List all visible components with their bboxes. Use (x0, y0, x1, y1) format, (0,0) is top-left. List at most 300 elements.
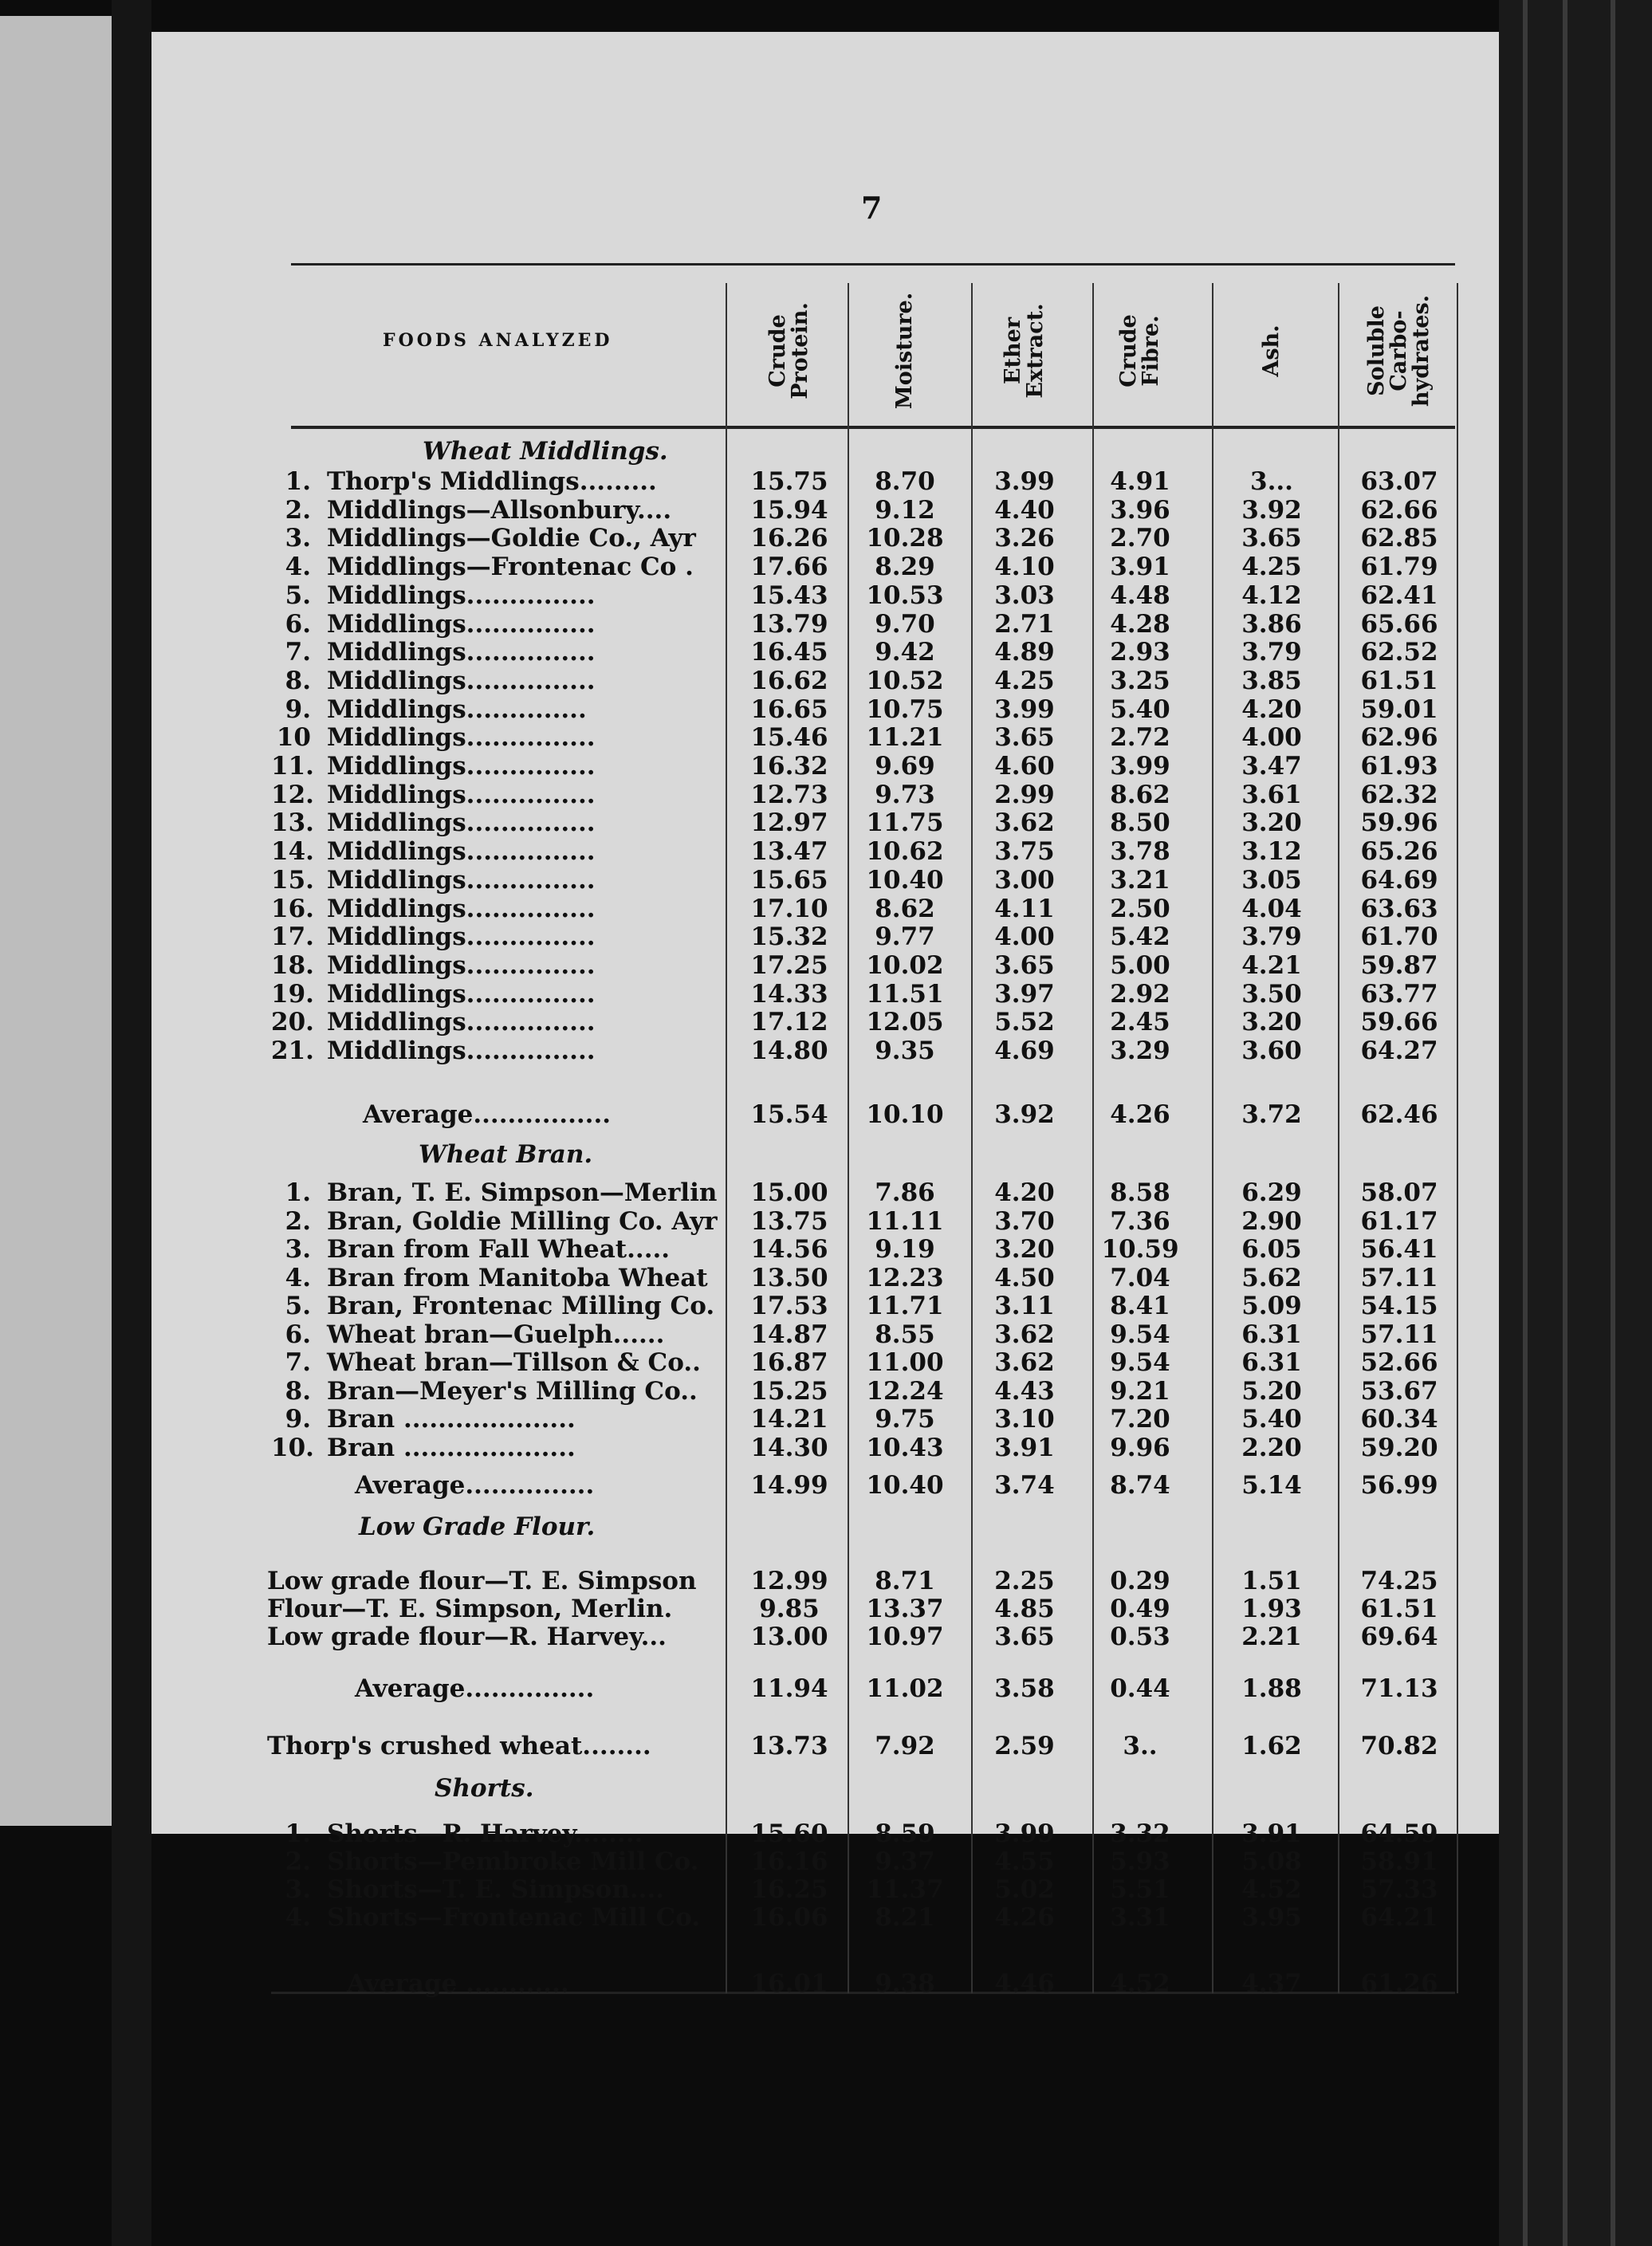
cell-ether-extract: 3.03 (994, 581, 1055, 610)
column-header-text: Crude Protein. (765, 302, 812, 399)
cell-moisture: 10.62 (866, 837, 944, 866)
cell-crude-protein: 15.43 (750, 581, 828, 610)
cell-crude-fibre: 10.59 (1101, 1235, 1179, 1264)
cell-moisture: 11.37 (866, 1875, 944, 1904)
cell-crude-fibre: 5.00 (1110, 951, 1170, 980)
row-number: 2. (285, 1847, 311, 1876)
food-name: Middlings............... (327, 781, 596, 809)
cell-ether-extract: 4.25 (994, 667, 1055, 695)
cell-ether-extract: 4.46 (994, 1969, 1055, 1998)
average-label: Average............... (355, 1674, 595, 1703)
cell-ash: 2.21 (1241, 1623, 1302, 1651)
cell-moisture: 11.02 (866, 1674, 944, 1703)
cell-crude-fibre: 9.96 (1110, 1434, 1170, 1462)
cell-ether-extract: 3.62 (994, 1348, 1055, 1377)
cell-ether-extract: 4.69 (994, 1036, 1055, 1065)
cell-moisture: 11.00 (866, 1348, 944, 1377)
cell-crude-fibre: 4.52 (1110, 1969, 1170, 1998)
cell-crude-fibre: 9.54 (1110, 1320, 1170, 1349)
cell-ether-extract: 3.92 (994, 1100, 1055, 1129)
cell-soluble-carbohydrates: 71.13 (1360, 1674, 1438, 1703)
cell-crude-protein: 16.45 (750, 638, 828, 667)
cell-soluble-carbohydrates: 53.67 (1360, 1377, 1438, 1406)
food-name: Middlings............... (327, 610, 596, 639)
row-number: 2. (285, 496, 311, 525)
cell-soluble-carbohydrates: 56.99 (1360, 1471, 1438, 1500)
cell-soluble-carbohydrates: 57.11 (1360, 1264, 1438, 1292)
cell-moisture: 9.38 (875, 1969, 935, 1998)
section-title: Shorts. (435, 1774, 534, 1803)
cell-crude-protein: 15.32 (750, 922, 828, 951)
cell-ash: 3.79 (1241, 638, 1302, 667)
column-header-crude-fibre (1104, 279, 1176, 423)
cell-ether-extract: 2.99 (994, 781, 1055, 809)
cell-moisture: 9.70 (875, 610, 935, 639)
food-name: Middlings—Allsonbury.... (327, 496, 672, 525)
cell-crude-fibre: 3.96 (1110, 496, 1170, 525)
cell-soluble-carbohydrates: 52.66 (1360, 1348, 1438, 1377)
cell-ether-extract: 3.00 (994, 866, 1055, 895)
cell-ash: 5.20 (1241, 1377, 1302, 1406)
cell-moisture: 8.70 (875, 467, 935, 496)
cell-ash: 3.60 (1241, 1036, 1302, 1065)
row-number: 9. (285, 695, 311, 724)
cell-moisture: 8.59 (875, 1819, 935, 1848)
row-number: 5. (285, 581, 311, 610)
row-number: 4. (285, 553, 311, 581)
cell-moisture: 7.92 (875, 1732, 935, 1760)
column-header-text: Soluble Carbo- hydrates. (1364, 294, 1434, 407)
section-title: Wheat Middlings. (423, 437, 668, 466)
food-name: Middlings............... (327, 980, 596, 1009)
row-number: 8. (285, 667, 311, 695)
cell-ether-extract: 4.43 (994, 1377, 1055, 1406)
cell-crude-fibre: 5.51 (1110, 1875, 1170, 1904)
cell-crude-fibre: 0.53 (1110, 1623, 1170, 1651)
cell-moisture: 13.37 (866, 1595, 944, 1623)
cell-moisture: 11.71 (866, 1292, 944, 1320)
row-number: 6. (285, 1320, 311, 1349)
food-name: Bran, T. E. Simpson—Merlin (327, 1178, 718, 1207)
food-name: Shorts—R. Harvey........ (327, 1819, 643, 1848)
cell-crude-fibre: 3.29 (1110, 1036, 1170, 1065)
cell-crude-fibre: 4.48 (1110, 581, 1170, 610)
cell-crude-fibre: 9.21 (1110, 1377, 1170, 1406)
row-number: 12. (271, 781, 314, 809)
cell-crude-fibre: 2.50 (1110, 895, 1170, 923)
food-name: Middlings............... (327, 808, 596, 837)
cell-soluble-carbohydrates: 62.96 (1360, 723, 1438, 752)
food-name: Middlings............... (327, 895, 596, 923)
cell-moisture: 9.37 (875, 1847, 935, 1876)
cell-moisture: 8.71 (875, 1567, 935, 1595)
food-name: Middlings............... (327, 723, 596, 752)
page-gutter (112, 0, 151, 2246)
cell-soluble-carbohydrates: 61.51 (1360, 1595, 1438, 1623)
cell-ash: 4.04 (1241, 895, 1302, 923)
food-name: Bran, Frontenac Milling Co. (327, 1292, 715, 1320)
cell-crude-protein: 16.87 (750, 1348, 828, 1377)
food-name: Middlings............... (327, 667, 596, 695)
cell-crude-protein: 14.33 (750, 980, 828, 1009)
cell-crude-protein: 17.10 (750, 895, 828, 923)
cell-ether-extract: 2.71 (994, 610, 1055, 639)
cell-crude-fibre: 2.72 (1110, 723, 1170, 752)
cell-ash: 3.86 (1241, 610, 1302, 639)
cell-ash: 3.12 (1241, 837, 1302, 866)
cell-ether-extract: 3.75 (994, 837, 1055, 866)
row-number: 3. (285, 1875, 311, 1904)
column-header-crude-protein (753, 279, 825, 423)
food-name: Middlings.............. (327, 695, 587, 724)
cell-ether-extract: 3.99 (994, 695, 1055, 724)
cell-soluble-carbohydrates: 74.25 (1360, 1567, 1438, 1595)
cell-ash: 5.08 (1241, 1847, 1302, 1876)
cell-soluble-carbohydrates: 65.66 (1360, 610, 1438, 639)
cell-ash: 2.90 (1241, 1207, 1302, 1236)
cell-moisture: 10.40 (866, 1471, 944, 1500)
row-number: 18. (271, 951, 314, 980)
cell-ether-extract: 3.58 (994, 1674, 1055, 1703)
cell-moisture: 9.19 (875, 1235, 935, 1264)
cell-ash: 3.20 (1241, 808, 1302, 837)
cell-ash: 3.72 (1241, 1100, 1302, 1129)
cell-ash: 6.29 (1241, 1178, 1302, 1207)
cell-moisture: 9.75 (875, 1405, 935, 1434)
cell-crude-protein: 14.80 (750, 1036, 828, 1065)
cell-ash: 4.25 (1241, 553, 1302, 581)
cell-moisture: 11.21 (866, 723, 944, 752)
cell-crude-fibre: 7.36 (1110, 1207, 1170, 1236)
cell-crude-fibre: 3.. (1123, 1732, 1158, 1760)
food-name: Low grade flour—T. E. Simpson (267, 1567, 697, 1595)
cell-ash: 3.79 (1241, 922, 1302, 951)
cell-ether-extract: 3.20 (994, 1235, 1055, 1264)
cell-ash: 4.37 (1241, 1969, 1302, 1998)
cell-crude-protein: 13.47 (750, 837, 828, 866)
cell-crude-fibre: 0.44 (1110, 1674, 1170, 1703)
cell-moisture: 11.11 (866, 1207, 944, 1236)
cell-crude-protein: 13.75 (750, 1207, 828, 1236)
cell-moisture: 8.29 (875, 553, 935, 581)
cell-crude-fibre: 3.25 (1110, 667, 1170, 695)
cell-crude-protein: 16.65 (750, 695, 828, 724)
cell-ash: 6.31 (1241, 1320, 1302, 1349)
cell-crude-fibre: 0.49 (1110, 1595, 1170, 1623)
cell-ether-extract: 3.99 (994, 1819, 1055, 1848)
row-number: 13. (271, 808, 314, 837)
cell-crude-protein: 14.56 (750, 1235, 828, 1264)
row-number: 14. (271, 837, 314, 866)
cell-crude-protein: 17.53 (750, 1292, 828, 1320)
cell-ash: 1.88 (1241, 1674, 1302, 1703)
row-number: 1. (285, 467, 311, 496)
column-rule (726, 283, 727, 1993)
column-header-ether-extract (989, 279, 1060, 423)
cell-moisture: 9.69 (875, 752, 935, 781)
cell-ash: 3.95 (1241, 1903, 1302, 1932)
cell-ether-extract: 3.26 (994, 524, 1055, 553)
cell-crude-protein: 13.73 (750, 1732, 828, 1760)
cell-crude-protein: 14.87 (750, 1320, 828, 1349)
cell-soluble-carbohydrates: 61.93 (1360, 752, 1438, 781)
cell-soluble-carbohydrates: 63.63 (1360, 895, 1438, 923)
cell-moisture: 10.52 (866, 667, 944, 695)
cell-ether-extract: 3.65 (994, 1623, 1055, 1651)
cell-crude-protein: 12.73 (750, 781, 828, 809)
cell-crude-fibre: 3.78 (1110, 837, 1170, 866)
food-name: Middlings—Frontenac Co . (327, 553, 694, 581)
cell-soluble-carbohydrates: 61.51 (1360, 667, 1438, 695)
cell-ash: 3.20 (1241, 1008, 1302, 1036)
cell-crude-protein: 16.06 (750, 1903, 828, 1932)
cell-ether-extract: 5.02 (994, 1875, 1055, 1904)
cell-crude-fibre: 3.31 (1110, 1903, 1170, 1932)
cell-ether-extract: 4.40 (994, 496, 1055, 525)
average-label: Average ............ (347, 1969, 569, 1998)
row-number: 21. (271, 1036, 314, 1065)
cell-soluble-carbohydrates: 64.27 (1360, 1036, 1438, 1065)
book-spine (1499, 0, 1652, 2246)
cell-soluble-carbohydrates: 57.11 (1360, 1320, 1438, 1349)
cell-crude-protein: 14.99 (750, 1471, 828, 1500)
cell-crude-fibre: 3.32 (1110, 1819, 1170, 1848)
cell-crude-protein: 17.25 (750, 951, 828, 980)
cell-ether-extract: 3.99 (994, 467, 1055, 496)
cell-crude-fibre: 8.50 (1110, 808, 1170, 837)
cell-soluble-carbohydrates: 62.52 (1360, 638, 1438, 667)
row-number: 11. (271, 752, 314, 781)
column-header-soluble-carbohydrates (1363, 279, 1435, 423)
cell-crude-fibre: 8.74 (1110, 1471, 1170, 1500)
food-name: Wheat bran—Tillson & Co.. (327, 1348, 701, 1377)
column-header-ash (1236, 279, 1308, 423)
cell-soluble-carbohydrates: 65.26 (1360, 837, 1438, 866)
cell-moisture: 8.55 (875, 1320, 935, 1349)
cell-ash: 2.20 (1241, 1434, 1302, 1462)
column-header-text: Crude Fibre. (1116, 314, 1163, 387)
cell-ash: 4.20 (1241, 695, 1302, 724)
table-top-rule (291, 263, 1455, 266)
cell-soluble-carbohydrates: 62.46 (1360, 1100, 1438, 1129)
cell-moisture: 9.73 (875, 781, 935, 809)
food-name: Bran from Manitoba Wheat (327, 1264, 708, 1292)
cell-moisture: 7.86 (875, 1178, 935, 1207)
food-name: Middlings............... (327, 866, 596, 895)
cell-moisture: 12.23 (866, 1264, 944, 1292)
cell-ether-extract: 2.59 (994, 1732, 1055, 1760)
cell-ash: 1.93 (1241, 1595, 1302, 1623)
cell-ash: 3... (1250, 467, 1293, 496)
cell-soluble-carbohydrates: 70.82 (1360, 1732, 1438, 1760)
cell-moisture: 10.02 (866, 951, 944, 980)
row-number: 19. (271, 980, 314, 1009)
row-number: 5. (285, 1292, 311, 1320)
cell-soluble-carbohydrates: 62.85 (1360, 524, 1438, 553)
food-name: Bran .................... (327, 1405, 576, 1434)
cell-crude-fibre: 8.41 (1110, 1292, 1170, 1320)
cell-moisture: 9.42 (875, 638, 935, 667)
food-name: Thorp's crushed wheat........ (267, 1732, 651, 1760)
cell-crude-fibre: 2.93 (1110, 638, 1170, 667)
cell-soluble-carbohydrates: 59.20 (1360, 1434, 1438, 1462)
cell-soluble-carbohydrates: 59.66 (1360, 1008, 1438, 1036)
food-name: Wheat bran—Guelph...... (327, 1320, 665, 1349)
cell-crude-fibre: 8.62 (1110, 781, 1170, 809)
cell-ash: 1.62 (1241, 1732, 1302, 1760)
cell-soluble-carbohydrates: 58.91 (1360, 1847, 1438, 1876)
cell-crude-fibre: 5.42 (1110, 922, 1170, 951)
cell-ether-extract: 3.91 (994, 1434, 1055, 1462)
cell-moisture: 8.21 (875, 1903, 935, 1932)
cell-crude-protein: 16.16 (750, 1847, 828, 1876)
cell-soluble-carbohydrates: 62.66 (1360, 496, 1438, 525)
row-number: 16. (271, 895, 314, 923)
cell-soluble-carbohydrates: 64.59 (1360, 1819, 1438, 1848)
row-number: 6. (285, 610, 311, 639)
cell-ether-extract: 4.10 (994, 553, 1055, 581)
average-label: Average............... (355, 1471, 595, 1500)
cell-moisture: 9.77 (875, 922, 935, 951)
cell-moisture: 10.10 (866, 1100, 944, 1129)
cell-crude-protein: 14.21 (750, 1405, 828, 1434)
cell-crude-protein: 13.00 (750, 1623, 828, 1651)
cell-moisture: 10.53 (866, 581, 944, 610)
cell-ether-extract: 5.52 (994, 1008, 1055, 1036)
cell-crude-protein: 16.62 (750, 667, 828, 695)
row-number: 10 (276, 723, 311, 752)
cell-ash: 5.62 (1241, 1264, 1302, 1292)
cell-ether-extract: 4.00 (994, 922, 1055, 951)
cell-crude-fibre: 4.26 (1110, 1100, 1170, 1129)
cell-moisture: 10.97 (866, 1623, 944, 1651)
cell-ether-extract: 3.70 (994, 1207, 1055, 1236)
cell-ash: 3.85 (1241, 667, 1302, 695)
column-rule (848, 283, 849, 1993)
cell-ash: 3.92 (1241, 496, 1302, 525)
cell-soluble-carbohydrates: 61.26 (1360, 1969, 1438, 1998)
cell-crude-fibre: 5.40 (1110, 695, 1170, 724)
cell-crude-protein: 15.60 (750, 1819, 828, 1848)
cell-moisture: 12.24 (866, 1377, 944, 1406)
column-header-moisture (869, 279, 941, 423)
cell-crude-fibre: 7.20 (1110, 1405, 1170, 1434)
cell-crude-fibre: 3.99 (1110, 752, 1170, 781)
cell-ether-extract: 3.97 (994, 980, 1055, 1009)
cell-soluble-carbohydrates: 62.41 (1360, 581, 1438, 610)
cell-soluble-carbohydrates: 58.07 (1360, 1178, 1438, 1207)
cell-moisture: 10.40 (866, 866, 944, 895)
cell-crude-protein: 12.97 (750, 808, 828, 837)
food-name: Bran .................... (327, 1434, 576, 1462)
cell-moisture: 10.43 (866, 1434, 944, 1462)
cell-soluble-carbohydrates: 59.96 (1360, 808, 1438, 837)
food-name: Shorts—Frontenac Mill Co. (327, 1903, 701, 1932)
row-number: 3. (285, 524, 311, 553)
food-name: Middlings............... (327, 581, 596, 610)
cell-crude-protein: 14.30 (750, 1434, 828, 1462)
header-rule (291, 426, 1455, 429)
cell-soluble-carbohydrates: 54.15 (1360, 1292, 1438, 1320)
cell-ether-extract: 4.26 (994, 1903, 1055, 1932)
cell-ether-extract: 2.25 (994, 1567, 1055, 1595)
cell-soluble-carbohydrates: 64.21 (1360, 1903, 1438, 1932)
cell-ether-extract: 4.85 (994, 1595, 1055, 1623)
cell-crude-fibre: 3.91 (1110, 553, 1170, 581)
cell-soluble-carbohydrates: 61.17 (1360, 1207, 1438, 1236)
cell-crude-fibre: 5.93 (1110, 1847, 1170, 1876)
section-title: Wheat Bran. (419, 1140, 593, 1169)
cell-ash: 6.05 (1241, 1235, 1302, 1264)
row-number: 1. (285, 1178, 311, 1207)
cell-ash: 4.00 (1241, 723, 1302, 752)
cell-crude-fibre: 2.92 (1110, 980, 1170, 1009)
cell-crude-protein: 16.25 (750, 1875, 828, 1904)
column-header-text: Ether Extract. (1001, 303, 1048, 399)
cell-ash: 5.09 (1241, 1292, 1302, 1320)
food-name: Low grade flour—R. Harvey... (267, 1623, 667, 1651)
food-name: Shorts—Pembroke Mill Co. (327, 1847, 699, 1876)
food-name: Bran, Goldie Milling Co. Ayr (327, 1207, 718, 1236)
cell-crude-fibre: 8.58 (1110, 1178, 1170, 1207)
food-name: Middlings—Goldie Co., Ayr (327, 524, 696, 553)
cell-ash: 1.51 (1241, 1567, 1302, 1595)
column-header-text: Moisture. (892, 292, 917, 410)
column-rule (1212, 283, 1213, 1993)
cell-crude-fibre: 3.21 (1110, 866, 1170, 895)
page-number: 7 (861, 190, 883, 226)
section-title: Low Grade Flour. (359, 1512, 596, 1541)
food-name: Bran—Meyer's Milling Co.. (327, 1377, 698, 1406)
foods-analyzed-header: FOODS ANALYZED (383, 330, 613, 351)
cell-crude-protein: 15.25 (750, 1377, 828, 1406)
cell-soluble-carbohydrates: 64.69 (1360, 866, 1438, 895)
cell-ether-extract: 3.11 (994, 1292, 1055, 1320)
food-name: Bran from Fall Wheat..... (327, 1235, 671, 1264)
average-label: Average................ (363, 1100, 612, 1129)
cell-ash: 3.47 (1241, 752, 1302, 781)
cell-ether-extract: 3.62 (994, 808, 1055, 837)
cell-ether-extract: 3.65 (994, 951, 1055, 980)
row-number: 7. (285, 638, 311, 667)
cell-ether-extract: 3.10 (994, 1405, 1055, 1434)
cell-ash: 4.21 (1241, 951, 1302, 980)
cell-ether-extract: 4.11 (994, 895, 1055, 923)
cell-soluble-carbohydrates: 61.70 (1360, 922, 1438, 951)
cell-ash: 3.05 (1241, 866, 1302, 895)
cell-crude-protein: 13.50 (750, 1264, 828, 1292)
cell-crude-protein: 15.75 (750, 467, 828, 496)
left-page-edge (0, 16, 112, 1826)
cell-ash: 5.14 (1241, 1471, 1302, 1500)
cell-soluble-carbohydrates: 59.87 (1360, 951, 1438, 980)
row-number: 8. (285, 1377, 311, 1406)
row-number: 17. (271, 922, 314, 951)
cell-crude-protein: 17.66 (750, 553, 828, 581)
cell-crude-protein: 13.79 (750, 610, 828, 639)
cell-crude-protein: 11.94 (750, 1674, 828, 1703)
food-name: Flour—T. E. Simpson, Merlin. (267, 1595, 673, 1623)
cell-moisture: 9.35 (875, 1036, 935, 1065)
cell-moisture: 8.62 (875, 895, 935, 923)
food-name: Shorts—T. E. Simpson.... (327, 1875, 665, 1904)
cell-soluble-carbohydrates: 57.33 (1360, 1875, 1438, 1904)
food-name: Middlings............... (327, 1008, 596, 1036)
food-name: Middlings............... (327, 638, 596, 667)
cell-crude-protein: 9.85 (759, 1595, 820, 1623)
cell-moisture: 10.75 (866, 695, 944, 724)
cell-crude-fibre: 2.45 (1110, 1008, 1170, 1036)
